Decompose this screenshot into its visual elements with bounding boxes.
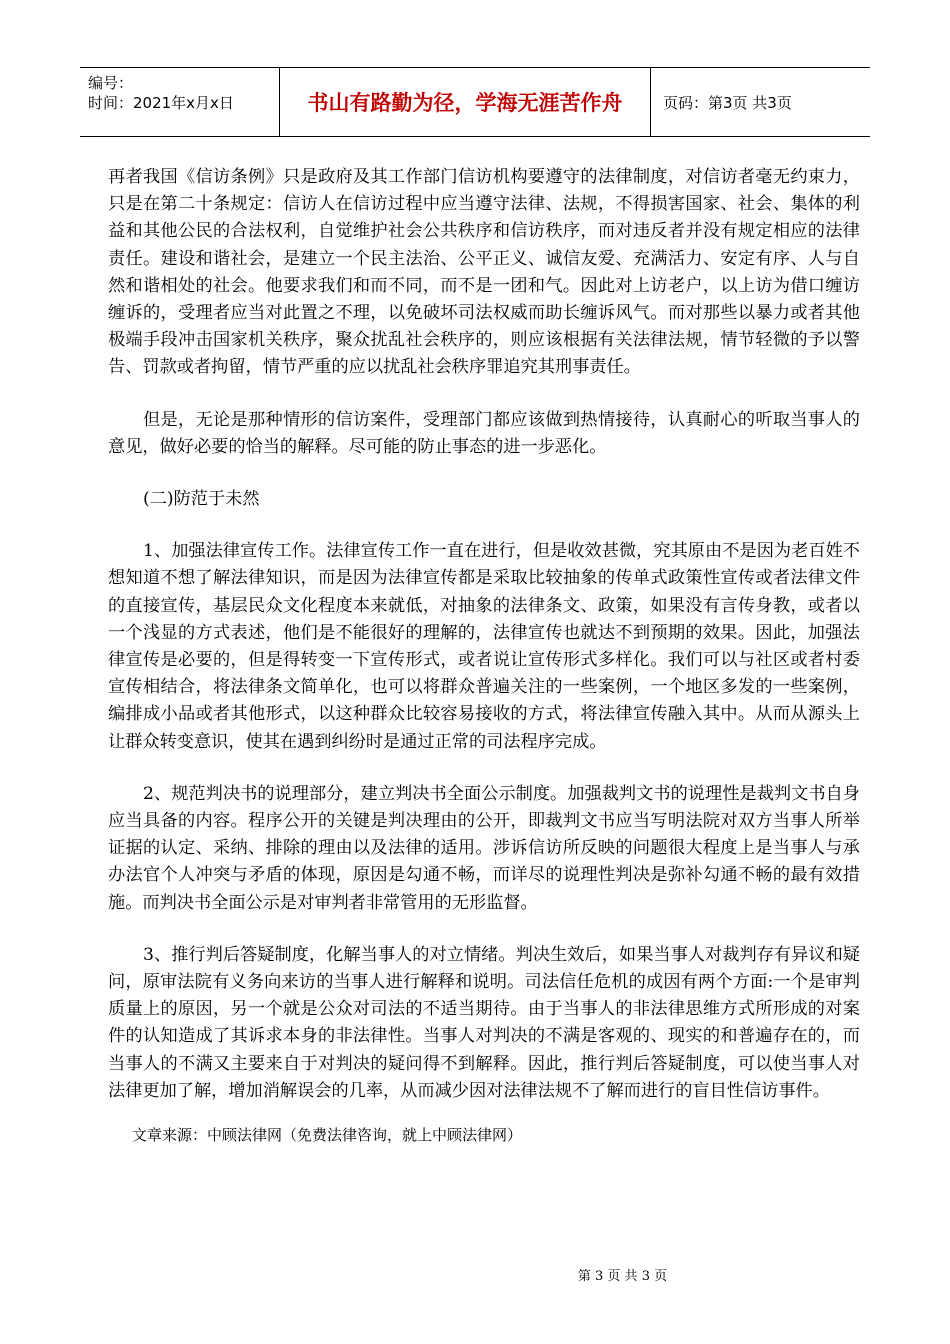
section-heading: (二)防范于未然 — [143, 489, 260, 510]
header-motto: 书山有路勤为径，学海无涯苦作舟 — [280, 68, 651, 136]
page-header — [80, 67, 870, 137]
document-number-label: 编号： — [88, 74, 134, 92]
paragraph-2: 但是，无论是那种情形的信访案件，受理部门都应该做到热情接待，认真耐心的听取当事人的意见，做好必要的恰当的解释。尽可能的防止事态的进一步恶化。 — [108, 409, 860, 457]
paragraph-1: 再者我国《信访条例》只是政府及其工作部门信访机构要遵守的法律制度，对信访者毫无约束力，只是在第二十条规定：信访人在信访过程中应当遵守法律、法规，不得损害国家、社会、集体的利益和其他公民的合法权利，自觉维护社会公共秩序和信访秩序，而对违反者并没有规定相应的法律责任。建设和谐社会，是建立一个民主法治、公平正义、诚信友爱、充满活力、安定有序、人与自然和谐相处的社会。他要求我们和而不同，而不是一团和气。因此对上访老户，以上访为借口缠访缠诉的，受理者应当对此置之不理，以免破坏司法权威而助长缠诉风气。而对那些以暴力或者其他极端手段冲击国家机关秩序，聚众扰乱社会秩序的，则应该根据有关法律法规，情节轻微的予以警告、罚款或者拘留，情节严重的应以扰乱社会秩序罪追究其刑事责任。 — [108, 167, 860, 378]
footer-page-number: 第 3 页 共 3 页 — [577, 1269, 668, 1284]
header-left-cell — [80, 68, 280, 136]
document-body — [108, 164, 860, 1146]
paragraph-3: 1、加强法律宣传工作。法律宣传工作一直在进行，但是收效甚微，究其原由不是因为老百姓不想知道不想了解法律知识，而是因为法律宣传都是采取比较抽象的传单式政策性宣传或者法律文件的直接宣传，基层民众文化程度本来就低，对抽象的法律条文、政策，如果没有言传身教，或者以一个浅显的方式表述，他们是不能很好的理解的，法律宣传也就达不到预期的效果。因此，加强法律宣传是必要的，但是得转变一下宣传形式，或者说让宣传形式多样化。我们可以与社区或者村委宣传相结合，将法律条文简单化，也可以将群众普遍关注的一些案例，一个地区多发的一些案例，编排成小品或者其他形式，以这种群众比较容易接收的方式，将法律宣传融入其中。从而从源头上让群众转变意识，使其在遇到纠纷时是通过正常的司法程序完成。 — [108, 541, 860, 752]
article-source: 文章来源：中顾法律网（免费法律咨询，就上中顾法律网） — [132, 1126, 523, 1145]
document-time-label: 时间：2021年x月x日 — [88, 94, 234, 112]
paragraph-5: 3、推行判后答疑制度，化解当事人的对立情绪。判决生效后，如果当事人对裁判存有异议和疑问，原审法院有义务向来访的当事人进行解释和说明。司法信任危机的成因有两个方面:一个是审判质量上的原因，另一个就是公众对司法的不适当期待。由于当事人的非法律思维方式所形成的对案件的认知造成了其诉求本身的非法律性。当事人对判决的不满是客观的、现实的和普遍存在的，而当事人的不满又主要来自于对判决的疑问得不到解释。因此，推行判后答疑制度，可以使当事人对法律更加了解，增加消解误会的几率，从而减少因对法律法规不了解而进行的盲目性信访事件。 — [108, 944, 860, 1101]
header-page-label: 页码：第3页 共3页 — [663, 93, 792, 112]
page-footer — [0, 1265, 950, 1284]
paragraph-4: 2、规范判决书的说理部分，建立判决书全面公示制度。加强裁判文书的说理性是裁判文书自身应当具备的内容。程序公开的关键是判决理由的公开，即裁判文书应当写明法院对双方当事人所举证据的认定、采纳、排除的理由以及法律的适用。涉诉信访所反映的问题很大程度上是当事人与承办法官个人冲突与矛盾的体现，原因是勾通不畅，而详尽的说理性判决是弥补勾通不畅的最有效措施。而判决书全面公示是对审判者非常管用的无形监督。 — [108, 783, 860, 913]
